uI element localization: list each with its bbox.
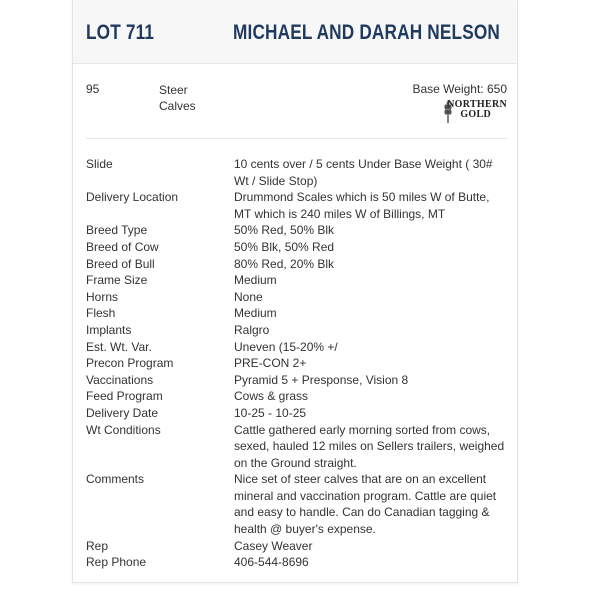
- detail-value: None: [234, 289, 263, 304]
- detail-row: [86, 239, 506, 256]
- detail-label: Slide: [86, 157, 113, 171]
- detail-label: Frame Size: [86, 273, 148, 288]
- detail-value: Drummond Scales which is 50 miles W of Butte, MT which is 240 miles W of Billings, MT: [234, 190, 490, 221]
- description-line-2: Calves: [159, 99, 196, 113]
- detail-value: PRE-CON 2+: [234, 356, 307, 371]
- detail-label: Feed Program: [86, 389, 163, 404]
- detail-label: Est. Wt. Var.: [86, 339, 152, 354]
- detail-row: [86, 339, 506, 356]
- detail-value: Casey Weaver: [234, 538, 313, 553]
- detail-label: Rep: [86, 538, 109, 553]
- detail-row: [86, 189, 506, 222]
- detail-label: Flesh: [86, 306, 116, 321]
- detail-row: [86, 256, 506, 273]
- detail-label: Comments: [86, 472, 145, 487]
- detail-row: [86, 554, 506, 571]
- detail-value: Ralgro: [234, 322, 270, 337]
- lot-summary: [73, 63, 517, 138]
- lot-number: LOT 711: [86, 21, 155, 44]
- detail-value: 50% Red, 50% Blk: [234, 223, 335, 238]
- lot-header: [73, 0, 517, 64]
- detail-row: [86, 422, 506, 472]
- detail-row: [86, 372, 506, 389]
- detail-value: Cattle gathered early morning sorted from cows, sexed, hauled 12 miles on Sellers trailers, weighed on the Ground straight.: [234, 422, 505, 470]
- logo-text-northern: NORTHERN: [447, 99, 507, 110]
- detail-value: Medium: [234, 273, 277, 288]
- detail-value: Pyramid 5 + Presponse, Vision 8: [234, 372, 409, 387]
- detail-label: Breed of Cow: [86, 239, 159, 254]
- detail-value: Cows & grass: [234, 389, 309, 404]
- detail-value: 10-25 - 10-25: [234, 405, 307, 420]
- detail-label: Vaccinations: [86, 372, 154, 387]
- section-divider: [86, 138, 507, 139]
- detail-row: [86, 289, 506, 306]
- detail-value: 80% Red, 20% Blk: [234, 256, 335, 271]
- detail-label: Wt Conditions: [86, 422, 161, 437]
- detail-row: [86, 305, 506, 322]
- cattle-description: [159, 82, 219, 114]
- base-weight: Base Weight: 650: [412, 82, 507, 96]
- detail-label: Breed Type: [86, 223, 148, 238]
- detail-row: [86, 322, 506, 339]
- detail-value: 406-544-8696: [234, 555, 309, 570]
- lot-card: [72, 0, 518, 583]
- detail-value: 50% Blk, 50% Red: [234, 239, 335, 254]
- detail-value: Medium: [234, 306, 277, 321]
- detail-row: [86, 388, 506, 405]
- detail-label: Delivery Location: [86, 190, 179, 205]
- description-line-1: Steer: [159, 83, 188, 97]
- detail-row: [86, 222, 506, 239]
- detail-value: Nice set of steer calves that are on an excellent mineral and vaccination program. Cattle are quiet and easy to handle. Can do Canadian tagging & health @ buyer's expense.: [234, 472, 497, 537]
- detail-value: Uneven (15-20% +/: [234, 339, 338, 354]
- detail-value: 10 cents over / 5 cents Under Base Weight ( 30# Wt / Slide Stop): [234, 157, 493, 188]
- logo-text-gold: GOLD: [460, 109, 491, 120]
- detail-label: Horns: [86, 289, 119, 304]
- lot-details: [86, 156, 506, 571]
- head-count: 95: [86, 82, 100, 96]
- detail-label: Precon Program: [86, 356, 174, 371]
- detail-row: [86, 272, 506, 289]
- detail-label: Delivery Date: [86, 405, 159, 420]
- detail-label: Rep Phone: [86, 555, 147, 570]
- detail-row: [86, 538, 506, 555]
- northern-gold-logo: [441, 99, 507, 125]
- detail-row: [86, 355, 506, 372]
- detail-row: [86, 471, 506, 537]
- detail-row: [86, 156, 506, 189]
- seller-name: MICHAEL AND DARAH NELSON: [233, 21, 501, 44]
- detail-label: Breed of Bull: [86, 256, 155, 271]
- detail-label: Implants: [86, 322, 132, 337]
- detail-row: [86, 405, 506, 422]
